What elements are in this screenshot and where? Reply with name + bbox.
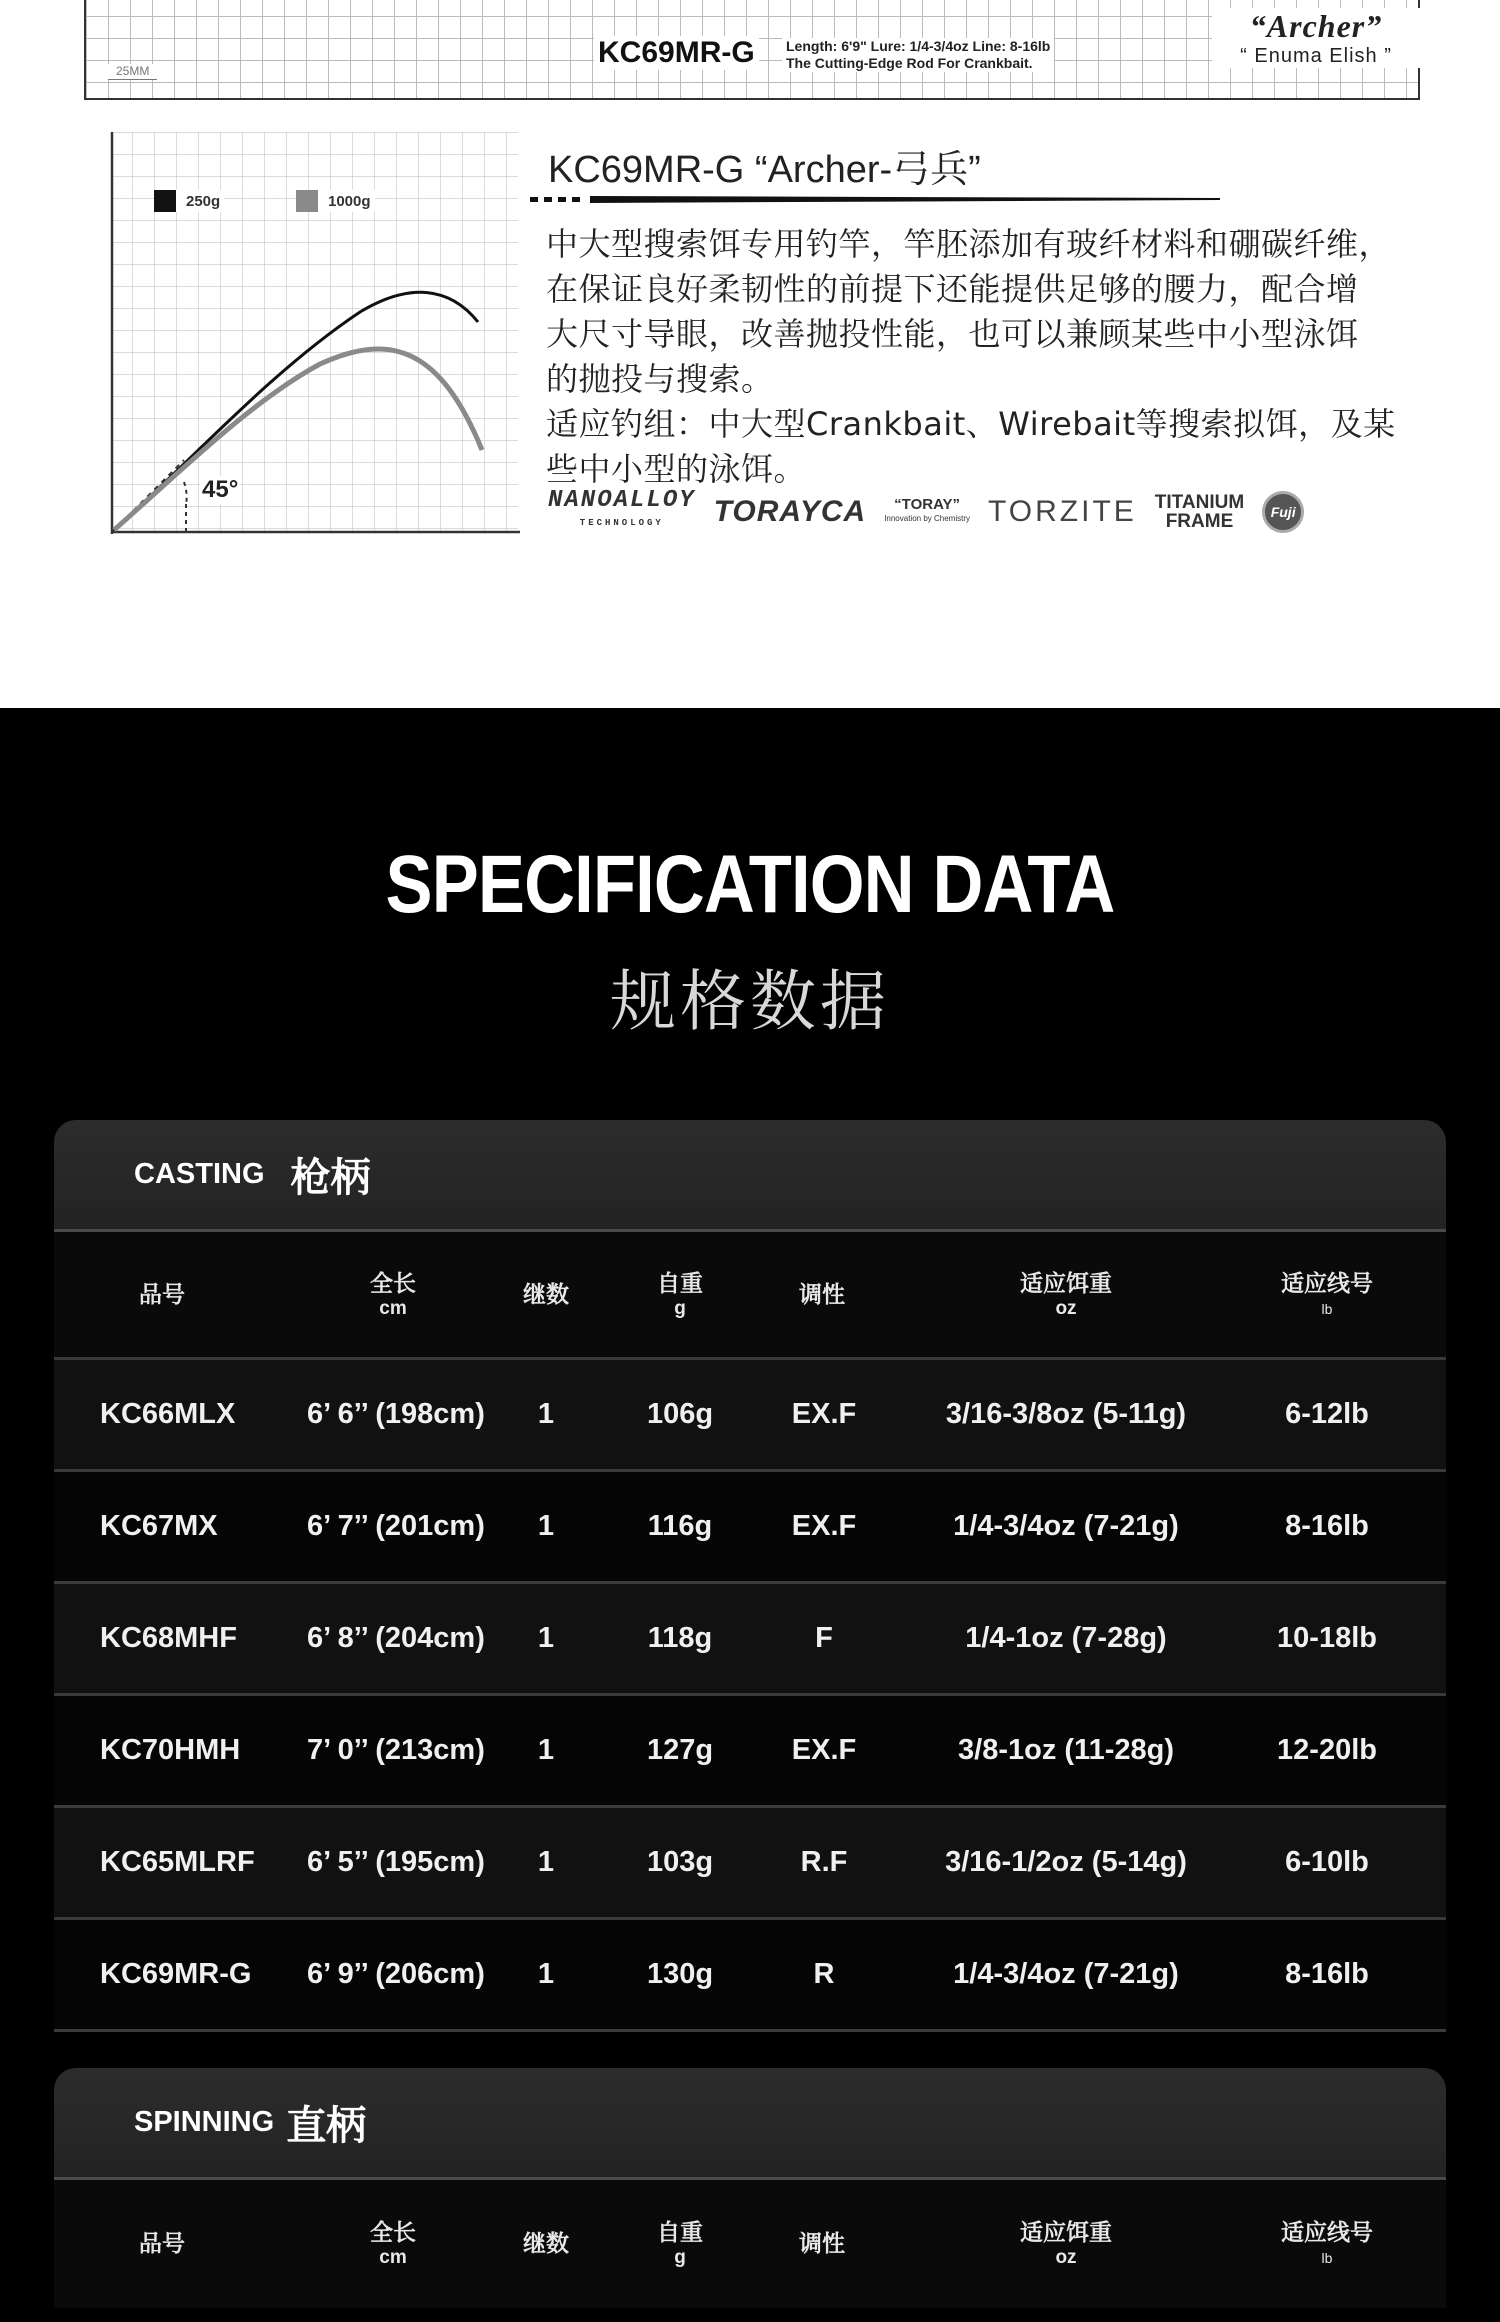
spinning-spec-table xyxy=(54,2068,1446,2308)
legend-label: 250g xyxy=(186,192,221,210)
col-length xyxy=(370,2180,416,2308)
torayca-logo: TORAYCA xyxy=(713,495,867,528)
cell-pieces: 1 xyxy=(537,1734,555,1766)
table-row xyxy=(54,1360,1446,1472)
description-line: 中大型搜索饵专用钓竿，竿胚添加有玻纤材料和硼碳纤维， xyxy=(546,225,1392,263)
col-unit: g xyxy=(674,2247,686,2268)
cell-model: KC66MLX xyxy=(100,1398,236,1430)
cell-lure: 3/8-1oz (11-28g) xyxy=(958,1734,1174,1766)
table-row xyxy=(54,1696,1446,1808)
product-detail-section xyxy=(0,0,1500,708)
cell-weight: 118g xyxy=(647,1622,713,1654)
ruler-spec-line: Length: 6'9" Lure: 1/4-3/4oz Line: 8-16lb xyxy=(786,38,1051,54)
legend-swatch xyxy=(296,190,318,212)
cell-pieces: 1 xyxy=(537,1958,555,1990)
col-length xyxy=(370,1232,416,1357)
col-title: 调性 xyxy=(799,2231,845,2257)
cell-line: 10-18lb xyxy=(1277,1622,1377,1654)
toray-logo xyxy=(884,498,970,526)
cell-lure: 1/4-1oz (7-28g) xyxy=(965,1622,1167,1654)
section-label-zh: 枪柄 xyxy=(290,1155,371,1201)
frame-text: FRAME xyxy=(1165,511,1234,532)
table-row xyxy=(54,1472,1446,1584)
cell-model: KC69MR-G xyxy=(100,1958,252,1990)
cell-pieces: 1 xyxy=(537,1510,555,1542)
cell-action: EX.F xyxy=(791,1510,857,1542)
legend-label: 1000g xyxy=(328,192,371,210)
col-pieces xyxy=(523,1232,569,1357)
cell-length: 6’ 6’’ (198cm) xyxy=(307,1398,485,1430)
brand-subtitle: “ Enuma Elish ” xyxy=(1240,45,1392,67)
cell-length: 6’ 5’’ (195cm) xyxy=(307,1846,485,1878)
col-title: 适应饵重 xyxy=(1020,1270,1112,1297)
cell-model: KC67MX xyxy=(100,1510,218,1542)
description-line: 的抛投与搜索。 xyxy=(546,360,774,398)
cell-lure: 1/4-3/4oz (7-21g) xyxy=(953,1958,1179,1990)
cell-line: 6-10lb xyxy=(1285,1846,1369,1878)
nanoalloy-logo xyxy=(548,487,696,534)
description-line: 些中小型的泳饵。 xyxy=(546,450,807,488)
col-lure xyxy=(1020,1232,1112,1357)
nanoalloy-subtext: TECHNOLOGY xyxy=(579,518,664,528)
ruler-spec-text xyxy=(782,38,1054,72)
section-label-en: CASTING xyxy=(134,1158,265,1190)
col-weight xyxy=(657,1232,703,1357)
cell-pieces: 1 xyxy=(537,1622,555,1654)
col-action xyxy=(799,1232,845,1357)
col-unit: g xyxy=(674,1297,686,1319)
legend-swatch xyxy=(154,190,176,212)
angle-label: 45° xyxy=(202,476,239,503)
ruler-scale-label: 25MM xyxy=(108,64,157,80)
fuji-logo: Fuji xyxy=(1262,491,1304,533)
legend-250g xyxy=(154,190,224,212)
torzite-logo: TORZITE xyxy=(988,495,1137,528)
rod-ruler-banner xyxy=(84,0,1420,100)
col-title: 全长 xyxy=(370,1270,416,1297)
spec-subheading: 规格数据 xyxy=(610,963,890,1040)
description-line: 大尺寸导眼，改善抛投性能，也可以兼顾某些中小型泳饵 xyxy=(546,315,1359,353)
col-unit: cm xyxy=(379,1297,407,1319)
cell-weight: 103g xyxy=(646,1846,714,1878)
cell-pieces: 1 xyxy=(537,1846,555,1878)
col-unit: lb xyxy=(1321,2250,1333,2266)
description-line: 在保证良好柔韧性的前提下还能提供足够的腰力，配合增 xyxy=(546,270,1359,308)
col-unit: lb xyxy=(1321,1300,1333,1317)
table-header-row xyxy=(54,1232,1446,1360)
title-divider xyxy=(530,194,1220,204)
casting-rows xyxy=(54,1360,1446,2032)
col-title: 品号 xyxy=(139,2231,185,2257)
col-unit: oz xyxy=(1055,1297,1077,1319)
section-label-zh: 直柄 xyxy=(286,2103,367,2149)
table-row xyxy=(54,1920,1446,2032)
cell-pieces: 1 xyxy=(537,1398,555,1430)
col-title: 自重 xyxy=(657,1270,703,1297)
cell-action: F xyxy=(815,1622,833,1654)
technology-logos xyxy=(548,487,1304,534)
cell-model: KC68MHF xyxy=(100,1622,237,1654)
spinning-section-header xyxy=(54,2068,1446,2180)
cell-action: R.F xyxy=(800,1846,848,1878)
cell-length: 6’ 8’’ (204cm) xyxy=(307,1622,485,1654)
cell-weight: 116g xyxy=(647,1510,713,1542)
titanium-text: TITANIUM xyxy=(1154,492,1245,513)
cell-line: 8-16lb xyxy=(1285,1958,1369,1990)
col-action xyxy=(799,2180,845,2308)
col-title: 调性 xyxy=(799,1281,845,1308)
col-title: 自重 xyxy=(657,2220,703,2246)
ruler-tagline: The Cutting-Edge Rod For Crankbait. xyxy=(786,55,1033,71)
cell-length: 6’ 7’’ (201cm) xyxy=(307,1510,485,1542)
table-header-row xyxy=(54,2180,1446,2308)
cell-weight: 127g xyxy=(646,1734,714,1766)
titanium-frame-logo xyxy=(1155,493,1244,531)
table-row xyxy=(54,1808,1446,1920)
cell-length: 7’ 0’’ (213cm) xyxy=(307,1734,485,1766)
cell-line: 8-16lb xyxy=(1285,1510,1369,1542)
col-title: 继数 xyxy=(523,2231,569,2257)
cell-weight: 130g xyxy=(646,1958,714,1990)
col-unit: cm xyxy=(379,2247,407,2268)
col-unit: oz xyxy=(1055,2247,1077,2268)
spec-heading: SPECIFICATION DATA xyxy=(385,839,1115,930)
cell-weight: 106g xyxy=(646,1398,714,1430)
col-title: 适应线号 xyxy=(1281,1270,1373,1297)
toray-text: “TORAY” xyxy=(894,496,961,513)
cell-lure: 3/16-3/8oz (5-11g) xyxy=(945,1398,1187,1430)
cell-action: EX.F xyxy=(791,1734,857,1766)
cell-lure: 1/4-3/4oz (7-21g) xyxy=(953,1510,1179,1542)
col-weight xyxy=(657,2180,703,2308)
cell-model: KC70HMH xyxy=(100,1734,241,1766)
rod-bend-chart xyxy=(110,132,520,536)
col-pieces xyxy=(523,2180,569,2308)
table-row xyxy=(54,1584,1446,1696)
col-title: 继数 xyxy=(523,1281,569,1308)
description-line: 适应钓组：中大型Crankbait、Wirebait等搜索拟饵，及某 xyxy=(546,405,1396,443)
col-title: 全长 xyxy=(370,2220,416,2246)
col-line xyxy=(1281,2180,1373,2308)
casting-section-header xyxy=(54,1120,1446,1232)
cell-lure: 3/16-1/2oz (5-14g) xyxy=(945,1846,1187,1878)
ruler-model-name: KC69MR-G xyxy=(594,36,759,70)
brand-name: “Archer” xyxy=(1249,8,1383,44)
legend-1000g xyxy=(296,190,375,212)
col-model xyxy=(139,2180,185,2308)
col-title: 品号 xyxy=(139,1281,185,1308)
cell-length: 6’ 9’’ (206cm) xyxy=(307,1958,485,1990)
col-title: 适应线号 xyxy=(1281,2220,1373,2246)
cell-line: 6-12lb xyxy=(1285,1398,1369,1430)
col-model xyxy=(139,1232,185,1357)
cell-action: R xyxy=(813,1958,835,1990)
product-description xyxy=(546,222,1416,492)
col-line xyxy=(1281,1232,1373,1357)
ruler-brand-mark xyxy=(1212,8,1420,68)
nanoalloy-text: NANOALLOY xyxy=(548,487,696,514)
casting-spec-table xyxy=(54,1120,1446,2032)
toray-subtext: Innovation by Chemistry xyxy=(884,514,971,523)
section-label-en: SPINNING xyxy=(134,2106,275,2138)
product-title: KC69MR-G “Archer-弓兵” xyxy=(548,149,981,191)
cell-model: KC65MLRF xyxy=(100,1846,255,1878)
cell-line: 12-20lb xyxy=(1277,1734,1377,1766)
cell-action: EX.F xyxy=(791,1398,857,1430)
col-title: 适应饵重 xyxy=(1020,2220,1112,2246)
col-lure xyxy=(1020,2180,1112,2308)
